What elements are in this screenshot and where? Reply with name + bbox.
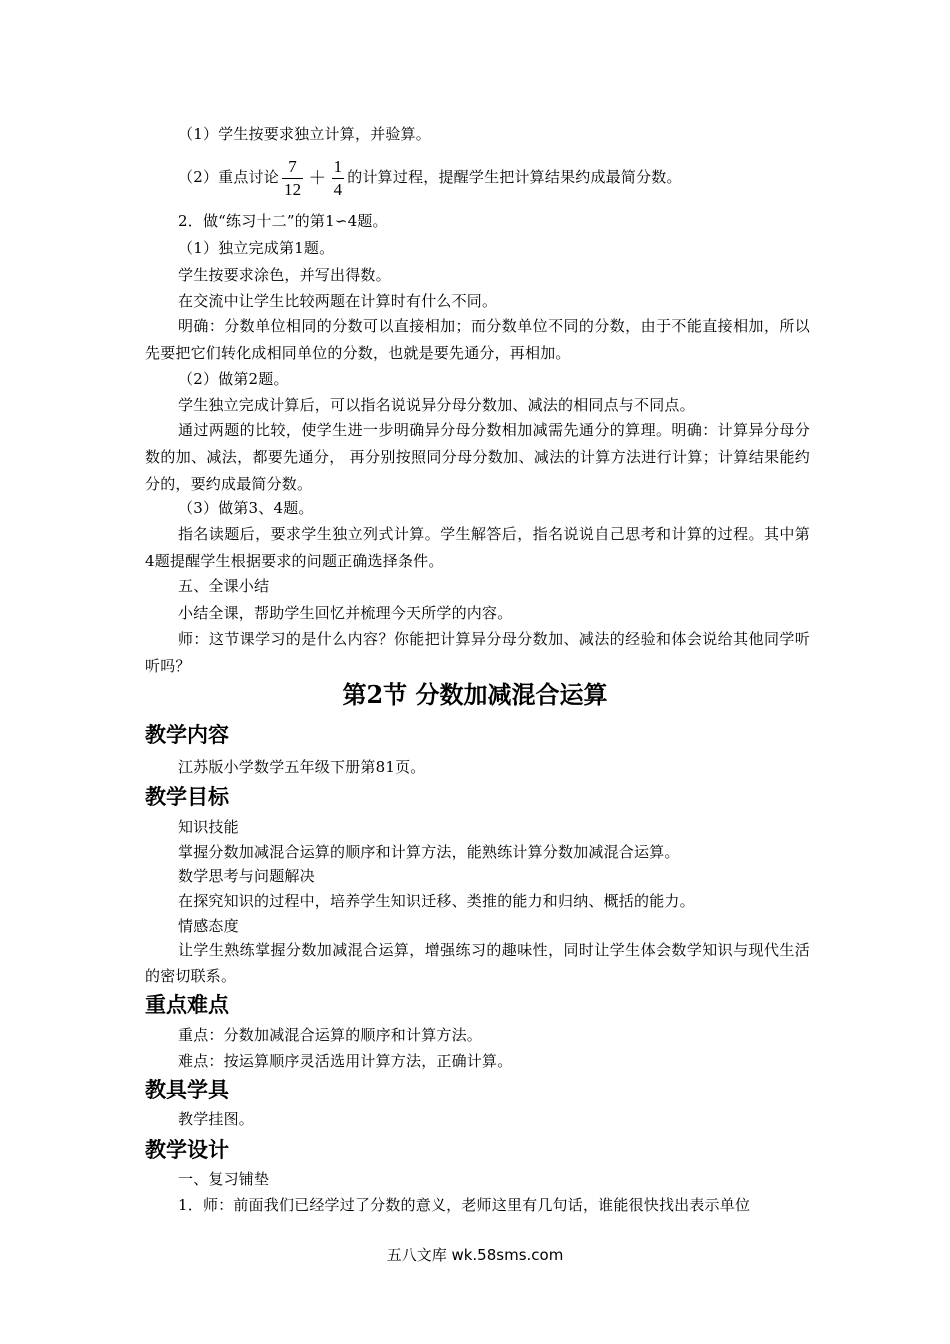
paragraph-prefix: （2）重点讨论 [178, 168, 279, 186]
heading-goals: 教学目标 [145, 785, 229, 809]
paragraph: 在交流中让学生比较两题在计算时有什么不同。 [178, 292, 498, 310]
paragraph: 一、复习铺垫 [178, 1170, 270, 1188]
paragraph: 数学思考与问题解决 [178, 867, 315, 885]
section-title: 第2节 分数加减混合运算 [342, 680, 608, 709]
paragraph: 难点：按运算顺序灵活选用计算方法，正确计算。 [178, 1052, 513, 1070]
heading-design: 教学设计 [145, 1138, 229, 1162]
paragraph: （2）做第2题。 [178, 370, 289, 388]
heading-key-points: 重点难点 [145, 993, 229, 1017]
paragraph: 明确：分数单位相同的分数可以直接相加；而分数单位不同的分数，由于不能直接相加，所以先要把它们转化成相同单位的分数，也就是要先通分，再相加。 [145, 317, 810, 362]
paragraph: （3）做第3、4题。 [178, 499, 314, 517]
fraction-paragraph [178, 154, 810, 200]
paragraph: 通过两题的比较，使学生进一步明确异分母分数相加减需先通分的算理。明确：计算异分母分数的加、减法，都要先通分， 再分别按照同分母分数加、减法的计算方法进行计算；计算结果能约分的，要约成最简分数。 [145, 421, 810, 493]
paragraph: 1．师：前面我们已经学过了分数的意义，老师这里有几句话，谁能很快找出表示单位 [178, 1196, 751, 1214]
plus-sign: ＋ [308, 168, 327, 188]
footer-watermark: 五八文库 wk.58sms.com [386, 1246, 564, 1264]
paragraph: 情感态度 [178, 917, 239, 935]
paragraph: 让学生熟练掌握分数加减混合运算，增强练习的趣味性，同时让学生体会数学知识与现代生活的密切联系。 [145, 941, 810, 985]
paragraph: 教学挂图。 [178, 1110, 255, 1128]
paragraph: （1）学生按要求独立计算，并验算。 [178, 125, 431, 143]
paragraph: 江苏版小学数学五年级下册第81页。 [178, 758, 426, 776]
paragraph-suffix: 的计算过程，提醒学生把计算结果约成最简分数。 [347, 168, 682, 186]
fraction-1-4: $\frac{1}{4}$ [333, 156, 343, 199]
paragraph: 掌握分数加减混合运算的顺序和计算方法，能熟练计算分数加减混合运算。 [178, 843, 680, 861]
paragraph: 小结全课，帮助学生回忆并梳理今天所学的内容。 [178, 604, 513, 622]
paragraph: 指名读题后，要求学生独立列式计算。学生解答后，指名说说自己思考和计算的过程。其中第4题提醒学生根据要求的问题正确选择条件。 [145, 525, 810, 570]
paragraph: 重点：分数加减混合运算的顺序和计算方法。 [178, 1026, 483, 1044]
fraction-7-12: $\frac{7}{12}$ [283, 156, 302, 199]
paragraph: （1）独立完成第1题。 [178, 239, 335, 257]
paragraph: 知识技能 [178, 818, 239, 836]
heading-content: 教学内容 [145, 723, 229, 747]
paragraph: 五、全课小结 [178, 577, 270, 595]
paragraph: 2．做“练习十二”的第1∽4题。 [178, 212, 388, 230]
heading-tools: 教具学具 [145, 1078, 229, 1102]
paragraph: 学生按要求涂色，并写出得数。 [178, 266, 391, 284]
paragraph: 师：这节课学习的是什么内容？你能把计算异分母分数加、减法的经验和体会说给其他同学听听吗？ [145, 630, 810, 675]
paragraph: 学生独立完成计算后，可以指名说说异分母分数加、减法的相同点与不同点。 [178, 396, 695, 414]
paragraph: 在探究知识的过程中，培养学生知识迁移、类推的能力和归纳、概括的能力。 [178, 892, 695, 910]
